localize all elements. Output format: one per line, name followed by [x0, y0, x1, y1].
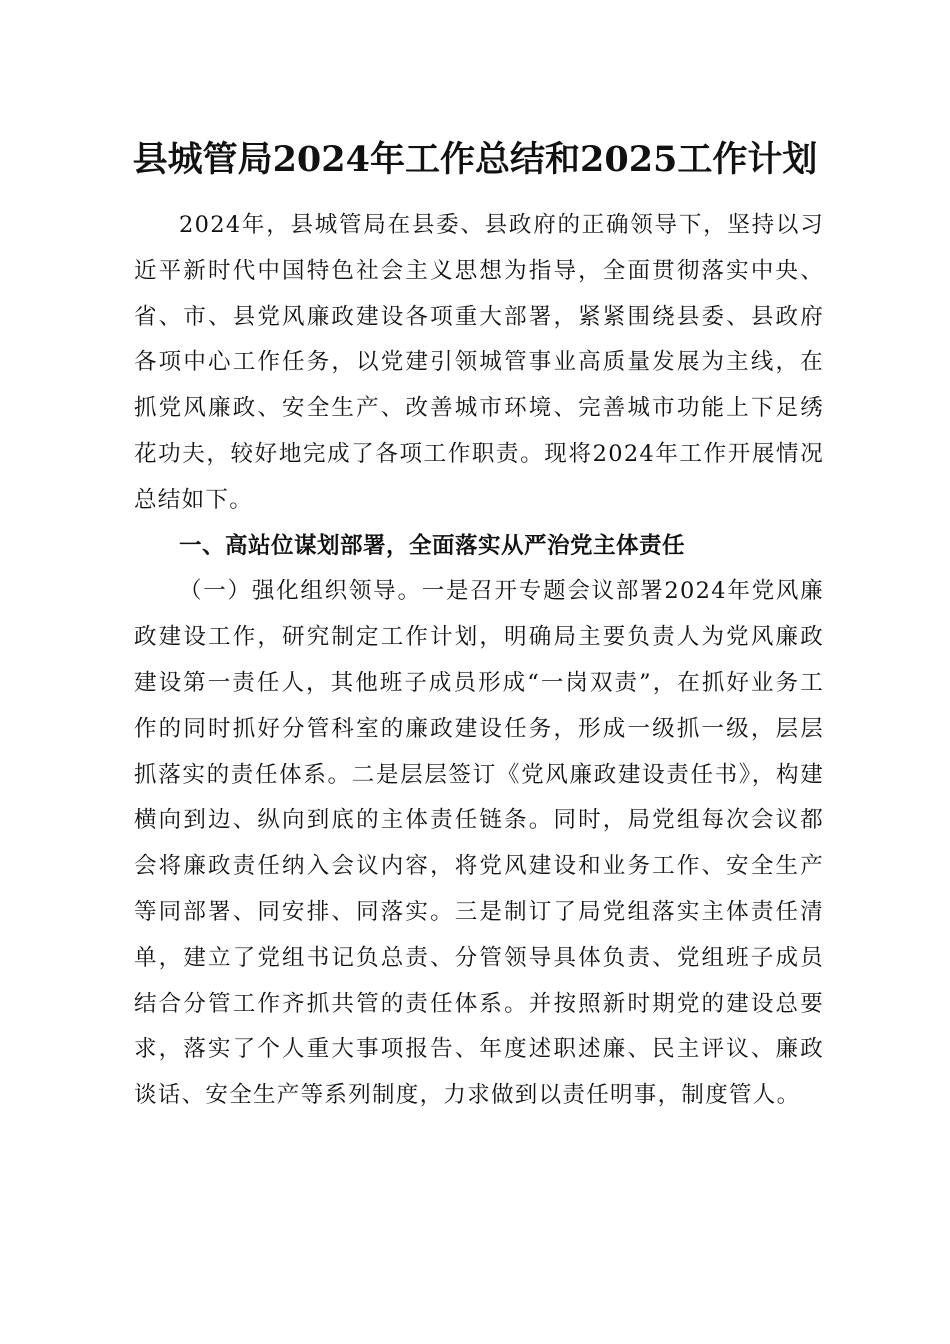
subsection-1-body: 一是召开专题会议部署2024年党风廉政建设工作，研究制定工作计划，明确局主要负责人为党风廉政建设第一责任人，其他班子成员形成“一岗双责”，在抓好业务工作的同时抓好分管科室的廉政建设任务，形成一级抓一级，层层抓落实的责任体系。二是层层签订《党风廉政建设责任书》，构建横向到边、纵向到底的主体责任链条。同时，局党组每次会议都会将廉政责任纳入会议内容，将党风建设和业务工作、安全生产等同部署、同安排、同落实。三是制订了局党组落实主体责任清单，建立了党组书记负总责、分管领导具体负责、党组班子成员结合分管工作齐抓共管的责任体系。并按照新时期党的建设总要求，落实了个人重大事项报告、年度述职述廉、民主评议、廉政谈话、安全生产等系列制度，力求做到以责任明事，制度管人。 [134, 578, 824, 1109]
section-1-paragraph-1 [134, 569, 824, 1119]
subsection-1-heading: （一）强化组织领导。 [179, 578, 422, 605]
section-1-heading: 一、高站位谋划部署，全面落实从严治党主体责任 [179, 532, 686, 559]
document-title: 县城管局2024年工作总结和2025工作计划 [132, 139, 818, 180]
intro-paragraph: 2024年，县城管局在县委、县政府的正确领导下，坚持以习近平新时代中国特色社会主义思想为指导，全面贯彻落实中央、省、市、县党风廉政建设各项重大部署，紧紧围绕县委、县政府各项中心工作任务，以党建引领城管事业高质量发展为主线，在抓党风廉政、安全生产、改善城市环境、完善城市功能上下足绣花功夫，较好地完成了各项工作职责。现将2024年工作开展情况总结如下。 [134, 212, 824, 513]
document-body [134, 203, 824, 1119]
